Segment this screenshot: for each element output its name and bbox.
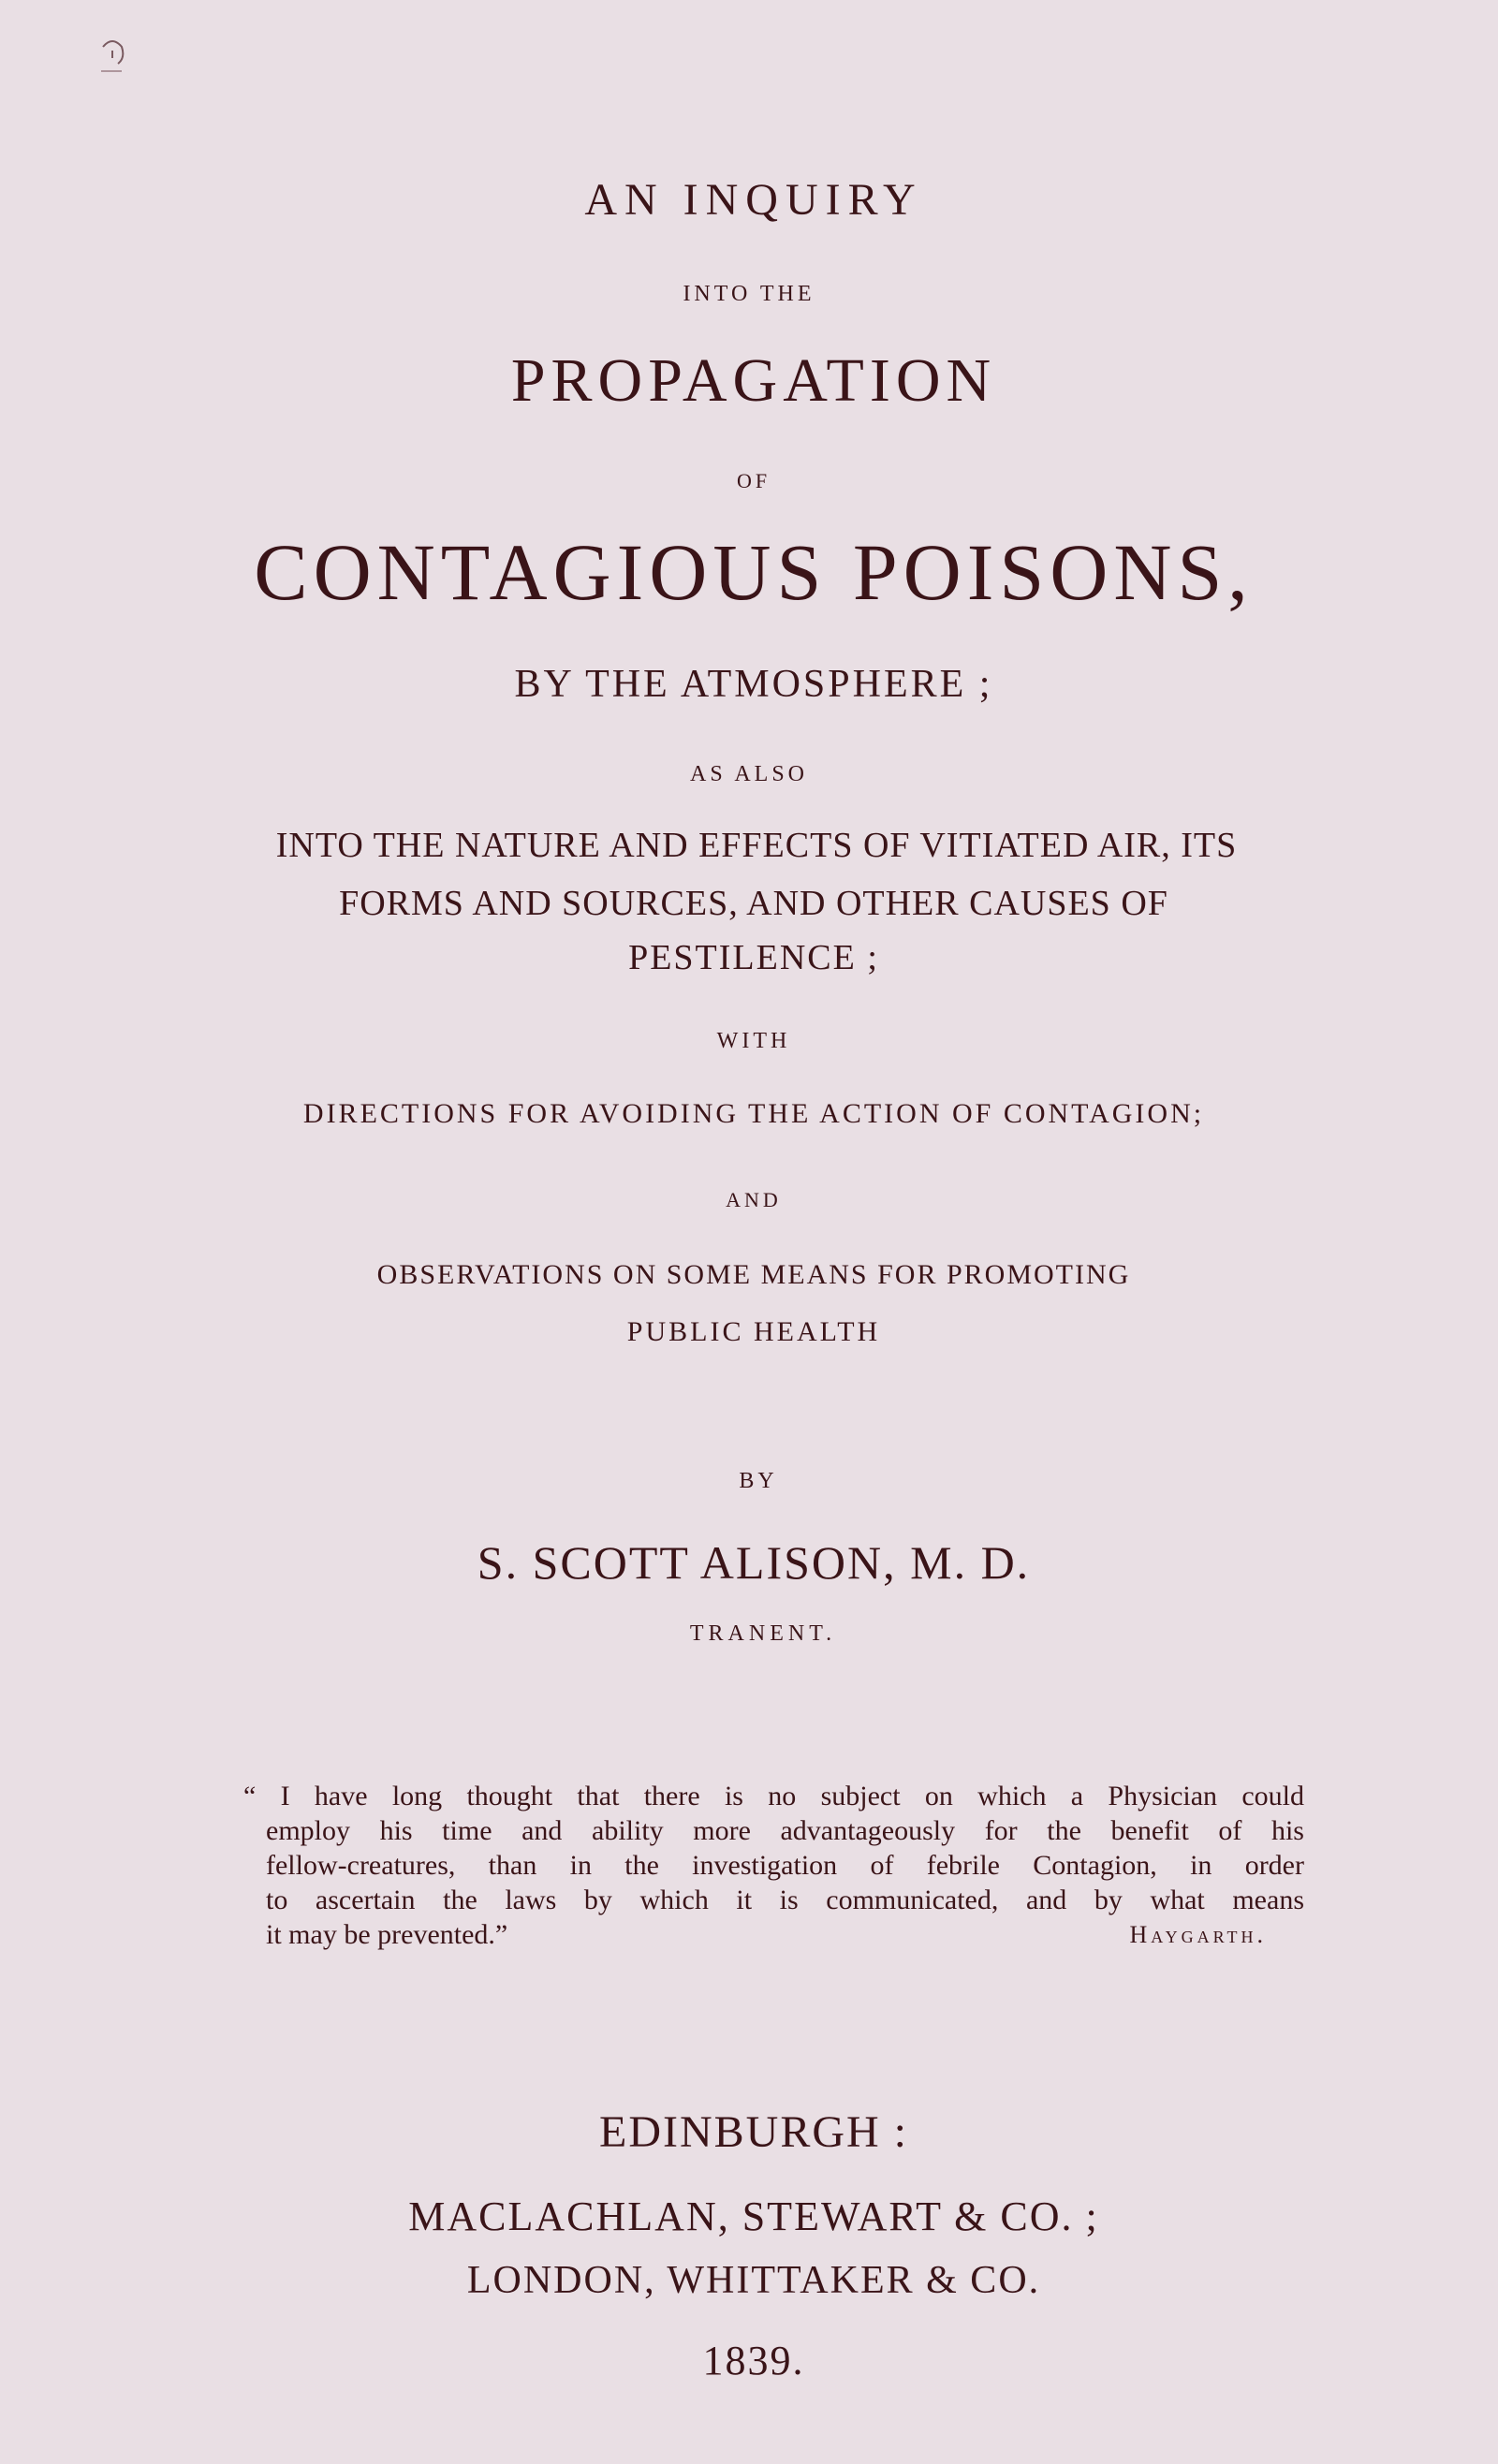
byline-by: BY	[739, 1469, 778, 1493]
epigraph	[213, 1779, 1304, 1952]
imprint-year: 1839.	[702, 2338, 805, 2383]
title-line-propagation: PROPAGATION	[510, 346, 997, 415]
author-name: S. SCOTT ALISON, M. D.	[477, 1536, 1031, 1589]
title-line-contagious-poisons: CONTAGIOUS POISONS,	[254, 527, 1254, 617]
title-line-by-the-atmosphere: BY THE ATMOSPHERE ;	[514, 663, 993, 706]
library-stamp-mark	[94, 34, 131, 79]
author-place: TRANENT.	[689, 1621, 837, 1646]
epigraph-line: it may be prevented.”	[266, 1919, 508, 1950]
title-line-directions: DIRECTIONS FOR AVOIDING THE ACTION OF CONTAGION;	[302, 1098, 1205, 1129]
title-line-with: WITH	[716, 1029, 791, 1053]
imprint-publisher-london: LONDON, WHITTAKER & CO.	[466, 2259, 1041, 2302]
title-line-nature-effects: INTO THE NATURE AND EFFECTS OF VITIATED AIR, ITS	[275, 826, 1238, 865]
title-line-of: OF	[736, 469, 771, 492]
epigraph-line: to ascertain the laws by which it is communicated, and by what means	[266, 1885, 1304, 1915]
epigraph-attribution: Haygarth.	[1129, 1921, 1267, 1948]
title-line-observations: OBSERVATIONS ON SOME MEANS FOR PROMOTING	[376, 1259, 1131, 1290]
epigraph-line: “ I have long thought that there is no subject on which a Physician could	[243, 1781, 1304, 1811]
imprint-city: EDINBURGH :	[599, 2107, 908, 2157]
epigraph-line: employ his time and ability more advantageously for the benefit of his	[266, 1815, 1304, 1846]
imprint-publisher-edinburgh: MACLACHLAN, STEWART & CO. ;	[408, 2193, 1099, 2239]
title-line-into-the: INTO THE	[683, 282, 815, 306]
title-line-and: AND	[726, 1188, 782, 1211]
title-line-as-also: AS ALSO	[689, 762, 809, 786]
title-line-public-health: PUBLIC HEALTH	[626, 1316, 881, 1347]
title-line-an-inquiry: AN INQUIRY	[584, 175, 923, 225]
epigraph-line-last	[213, 1917, 1304, 1952]
epigraph-line: fellow-creatures, than in the investigation of febrile Contagion, in order	[266, 1850, 1304, 1881]
title-line-forms-sources: FORMS AND SOURCES, AND OTHER CAUSES OF	[339, 884, 1168, 923]
title-line-pestilence: PESTILENCE ;	[628, 938, 879, 977]
